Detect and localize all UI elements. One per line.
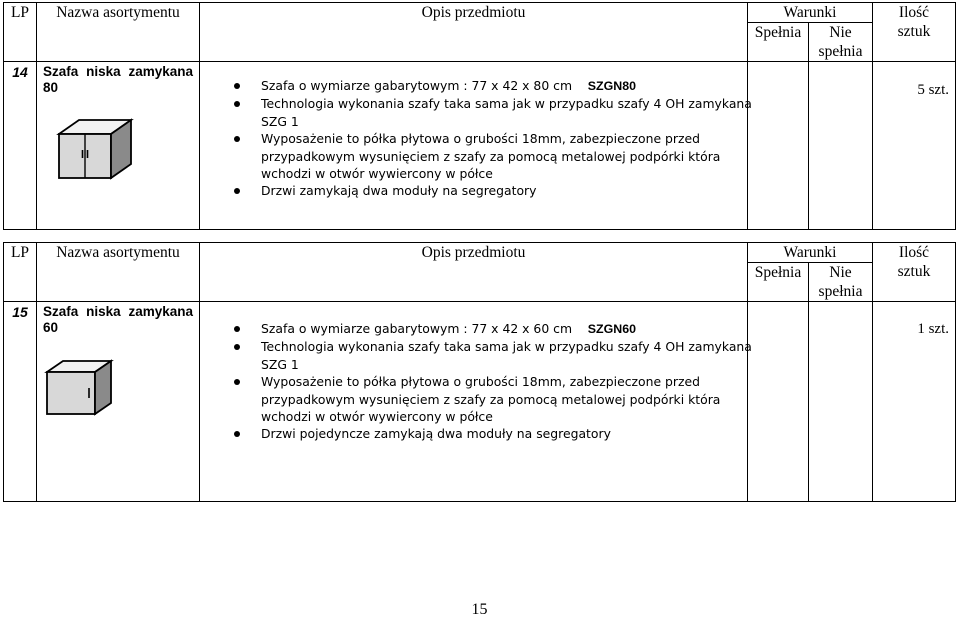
header-not-meets (809, 23, 873, 62)
spec-technology-cont: SZG 1 (261, 113, 299, 129)
spec-equipment-cont: przypadkowym wysunięciem z szafy za pomocą metalowej podpórki która (261, 148, 721, 164)
spec-technology: Technologia wykonania szafy taka sama jak w przypadku szafy 4 OH zamykana (261, 339, 752, 355)
header-conditions: Warunki (748, 3, 873, 23)
spec-item (235, 338, 755, 373)
row-name-word: Szafa (43, 64, 79, 79)
header-lp: LP (4, 243, 37, 302)
row-not-meets-cell (809, 302, 873, 502)
spec-item (235, 373, 755, 425)
spec-technology-cont: SZG 1 (261, 356, 299, 372)
row-name-cell (37, 62, 200, 230)
header-quantity-line1: Ilość (898, 244, 930, 261)
cabinet-2-door-illustration (55, 114, 135, 182)
header-quantity-line2: sztuk (897, 263, 931, 280)
header-meets: Spełnia (748, 263, 809, 302)
header-not-meets (809, 263, 873, 302)
row-meets-cell (748, 62, 809, 230)
row-not-meets-cell (809, 62, 873, 230)
header-quantity-line2: sztuk (897, 23, 931, 40)
page-number: 15 (471, 601, 488, 618)
header-description: Opis przedmiotu (200, 3, 748, 62)
spec-code: SZGN80 (587, 79, 636, 93)
header-not-meets-line1: Nie (829, 24, 852, 41)
row-name-word: niska (86, 64, 121, 79)
row-quantity: 5 szt. (873, 62, 956, 230)
spec-technology: Technologia wykonania szafy taka sama jak w przypadku szafy 4 OH zamykana (261, 96, 752, 112)
header-quantity (873, 3, 956, 62)
row-name-line2: 80 (43, 80, 59, 95)
cabinet-1-door-illustration (43, 358, 115, 418)
spec-item (235, 77, 755, 95)
item-15-description (235, 320, 755, 443)
spec-equipment-cont2: wchodzi w otwór wywiercony w półce (261, 166, 493, 182)
item-14-description (235, 77, 755, 200)
row-name-word: zamykana (128, 304, 193, 319)
row-name-word: zamykana (128, 64, 193, 79)
spec-item (235, 182, 755, 199)
spec-item (235, 425, 755, 442)
spec-doors: Drzwi pojedyncze zamykają dwa moduły na segregatory (261, 426, 611, 442)
row-name-line1 (43, 304, 193, 320)
spec-list (235, 320, 755, 443)
spec-equipment: Wyposażenie to półka płytowa o grubości 18mm, zabezpieczone przed (261, 374, 700, 390)
row-name-line2: 60 (43, 320, 59, 335)
spec-item (235, 130, 755, 182)
header-meets: Spełnia (748, 23, 809, 62)
spec-code: SZGN60 (587, 322, 636, 336)
row-lp: 14 (4, 62, 37, 230)
row-lp: 15 (4, 302, 37, 502)
spec-equipment-cont: przypadkowym wysunięciem z szafy za pomocą metalowej podpórki która (261, 391, 721, 407)
row-name-word: niska (86, 304, 121, 319)
spec-dimensions: Szafa o wymiarze gabarytowym : 77 x 42 x 60 cm (261, 321, 573, 336)
header-lp: LP (4, 3, 37, 62)
header-name: Nazwa asortymentu (37, 3, 200, 62)
spec-dimensions: Szafa o wymiarze gabarytowym : 77 x 42 x 80 cm (261, 78, 573, 93)
spec-list (235, 77, 755, 200)
spec-doors: Drzwi zamykają dwa moduły na segregatory (261, 183, 537, 199)
spec-equipment: Wyposażenie to półka płytowa o grubości 18mm, zabezpieczone przed (261, 131, 700, 147)
row-quantity: 1 szt. (873, 302, 956, 502)
row-name-line1 (43, 64, 193, 80)
header-quantity-line1: Ilość (898, 4, 930, 21)
row-meets-cell (748, 302, 809, 502)
header-not-meets-line2: spełnia (818, 283, 863, 300)
row-name-word: Szafa (43, 304, 79, 319)
header-quantity (873, 243, 956, 302)
header-not-meets-line1: Nie (829, 264, 852, 281)
row-name-cell (37, 302, 200, 502)
spec-item (235, 95, 755, 130)
spec-equipment-cont2: wchodzi w otwór wywiercony w półce (261, 409, 493, 425)
header-not-meets-line2: spełnia (818, 43, 863, 60)
header-name: Nazwa asortymentu (37, 243, 200, 302)
spec-item (235, 320, 755, 338)
header-description: Opis przedmiotu (200, 243, 748, 302)
header-conditions: Warunki (748, 243, 873, 263)
